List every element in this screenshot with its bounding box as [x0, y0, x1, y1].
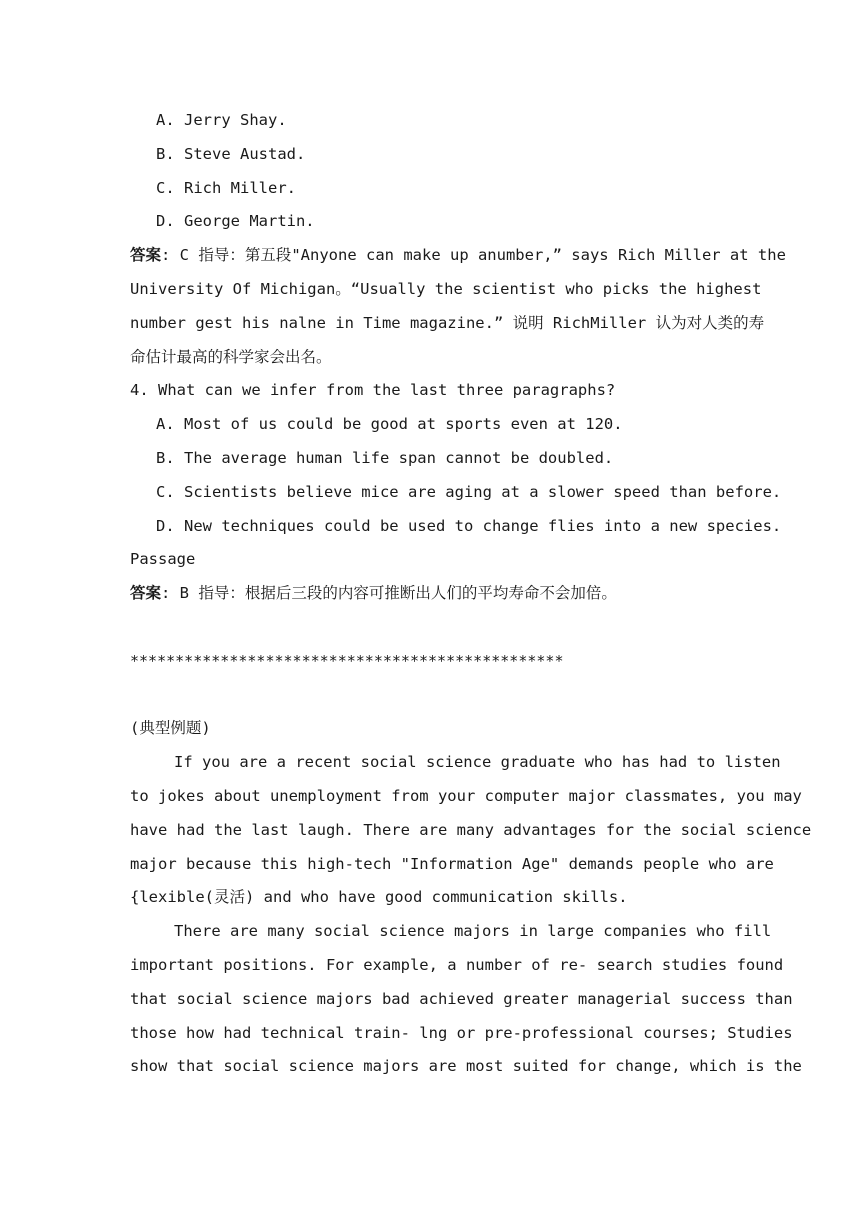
q3-option-d: D. George Martin. [156, 212, 315, 231]
answer3-line1-text: : C 指导：第五段"Anyone can make up anumber,” says Rich Miller at the [161, 246, 786, 265]
q3-option-c: C. Rich Miller. [156, 178, 296, 197]
answer4-line [130, 577, 730, 611]
passage-p1-line1: If you are a recent social science graduate who has had to listen [174, 753, 781, 772]
passage-p1-line2: to jokes about unemployment from your computer major classmates, you may [130, 786, 802, 805]
q4-option-d: D. New techniques could be used to change flies into a new species. [156, 516, 782, 535]
passage-p2-line1: There are many social science majors in large companies who fill [174, 922, 772, 941]
answer4-label: 答案 [130, 584, 162, 603]
passage-p2-line3: that social science majors bad achieved greater managerial success than [130, 989, 793, 1008]
q3-option-b: B. Steve Austad. [156, 144, 306, 163]
answer4-text: : B 指导：根据后三段的内容可推断出人们的平均寿命不会加倍。 [161, 584, 617, 603]
passage-p1-line4: major because this high-tech "Information Age" demands people who are [130, 854, 774, 873]
answer3-label: 答案 [130, 246, 162, 265]
answer3-line4: 命估计最高的科学家会出名。 [130, 347, 332, 366]
answer3-line1 [130, 239, 786, 273]
q4-option-c: C. Scientists believe mice are aging at a slower speed than before. [156, 482, 782, 501]
document-page [130, 104, 812, 1084]
typical-example-heading: (典型例题) [130, 719, 211, 738]
q4-option-a: A. Most of us could be good at sports even at 120. [156, 415, 623, 434]
separator-line: ************************************************ [130, 651, 564, 670]
answer3-line2: University Of Michigan。“Usually the scientist who picks the highest [130, 279, 762, 298]
spacer [130, 611, 730, 645]
question4-stem: 4. What can we infer from the last three paragraphs? [130, 381, 616, 400]
q4-option-b: B. The average human life span cannot be doubled. [156, 448, 614, 467]
passage-p1-line5: {lexible(灵活) and who have good communication skills. [130, 888, 628, 907]
spacer [130, 679, 730, 713]
answer3-line3: number gest his nalne in Time magazine.” 说明 RichMiller 认为对人类的寿 [130, 313, 765, 332]
passage-label: Passage [130, 550, 196, 569]
q3-option-a: A. Jerry Shay. [156, 111, 287, 129]
passage-p2-line5: show that social science majors are most suited for change, which is the [130, 1057, 802, 1076]
passage-p2-line2: important positions. For example, a number of re- search studies found [130, 955, 784, 974]
passage-p1-line3: have had the last laugh. There are many advantages for the social science [130, 820, 812, 839]
passage-p2-line4: those how had technical train- lng or pre-professional courses; Studies [130, 1023, 793, 1042]
